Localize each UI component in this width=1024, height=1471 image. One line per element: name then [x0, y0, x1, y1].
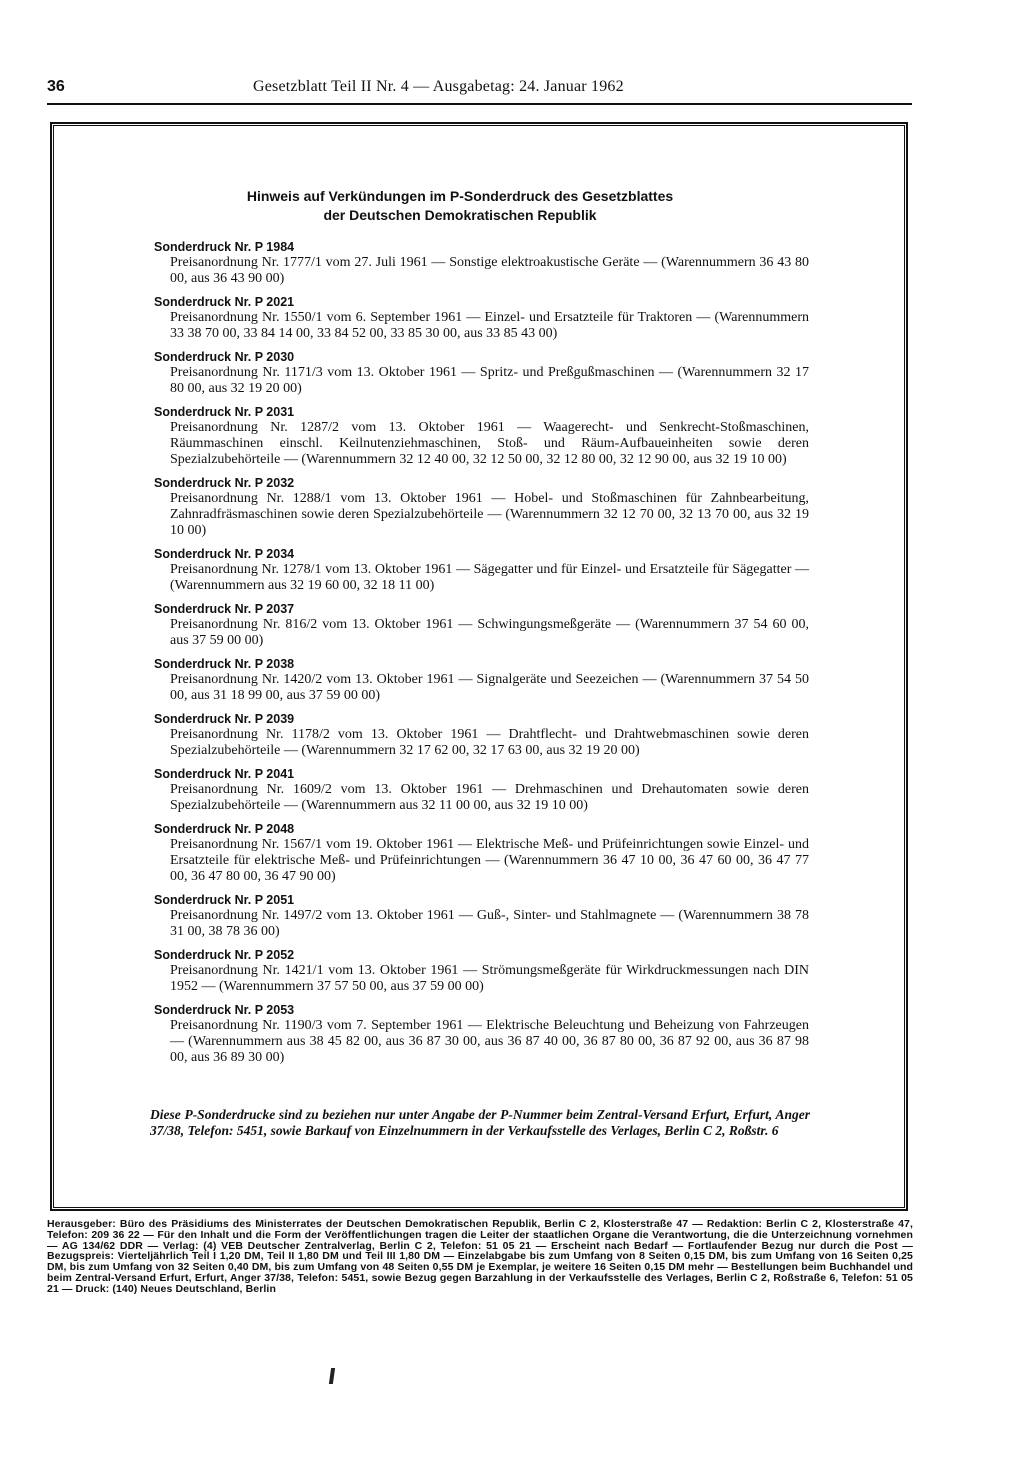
list-item	[154, 711, 809, 759]
running-title: Gesetzblatt Teil II Nr. 4 — Ausgabetag: 24. Januar 1962	[253, 78, 624, 95]
entry-heading: Sonderdruck Nr. P 2041	[154, 767, 295, 781]
entry-text: Preisanordnung Nr. 1609/2 vom 13. Oktober 1961 — Drehmaschinen und Drehautomaten sowie deren Spezialzubehörteile — (Warennummern aus 32 11 00 00, aus 32 19 10 00)	[170, 782, 809, 813]
imprint: Herausgeber: Büro des Präsidiums des Ministerrates der Deutschen Demokratischen Republik, Berlin C 2, Klosterstraße 47 — Redaktion: Berlin C 2, Klosterstraße 47, Telefon: 209 36 22 — Für den Inhalt und die Form der Veröffentlichungen tragen die Leiter der staatlichen Organe die Verantwortung, die die Unterzeichnung vornehmen — AG 134/62 DDR — Verlag: (4) VEB Deutscher Zentralverlag, Berlin C 2, Telefon: 51 05 21 — Erscheint nach Bedarf — Fortlaufender Bezug nur durch die Post — Bezugspreis: Vierteljährlich Teil I 1,20 DM, Teil II 1,80 DM und Teil III 1,80 DM — Einzelabgabe bis zum Umfang von 8 Seiten 0,15 DM, bis zum Umfang von 16 Seiten 0,25 DM, bis zum Umfang von 32 Seiten 0,40 DM, bis zum Umfang von 48 Seiten 0,55 DM je Exemplar, je weitere 16 Seiten 0,15 DM mehr — Bestellungen beim Buchhandel und beim Zentral-Versand Erfurt, Erfurt, Anger 37/38, Telefon: 5451, sowie Bezug gegen Barzahlung in der Verkaufsstelle des Verlages, Berlin C 2, Roßstraße 6, Telefon: 51 05 21 — Druck: (140) Neues Deutschland, Berlin	[47, 1218, 913, 1295]
entry-heading: Sonderdruck Nr. P 2038	[154, 657, 295, 671]
entry-heading: Sonderdruck Nr. P 2053	[154, 1003, 295, 1017]
list-item	[154, 404, 809, 468]
entry-text: Preisanordnung Nr. 1421/1 vom 13. Oktober 1961 — Strömungsmeßgeräte für Wirkdruckmessungen nach DIN 1952 — (Warennummern 37 57 50 00, aus 37 59 00 00)	[170, 963, 809, 994]
list-item	[154, 1002, 809, 1066]
entry-text: Preisanordnung Nr. 1420/2 vom 13. Oktober 1961 — Signalgeräte und Seezeichen — (Warennummern 37 54 50 00, aus 31 18 99 00, aus 37 59 00 00)	[170, 672, 809, 703]
entry-heading: Sonderdruck Nr. P 2021	[154, 295, 295, 309]
entry-text: Preisanordnung Nr. 1497/2 vom 13. Oktober 1961 — Guß-, Sinter- und Stahlmagnete — (Warennummern 38 78 31 00, 38 78 36 00)	[170, 908, 809, 939]
list-item	[154, 294, 809, 342]
entry-text: Preisanordnung Nr. 1287/2 vom 13. Oktober 1961 — Waagerecht- und Senkrecht-Stoßmaschinen, Räummaschinen einschl. Keilnutenziehmaschinen, Stoß- und Räum-Aufbaueinheiten sowie deren Spezialzubehörteile — (Warennummern 32 12 40 00, 32 12 50 00, 32 12 80 00, 32 12 90 00, aus 32 19 10 00)	[170, 420, 809, 467]
header-rule	[47, 103, 912, 105]
entry-heading: Sonderdruck Nr. P 2048	[154, 822, 295, 836]
entry-text: Preisanordnung Nr. 1171/3 vom 13. Oktober 1961 — Spritz- und Preßgußmaschinen — (Warennummern 32 17 80 00, aus 32 19 20 00)	[170, 365, 809, 396]
entry-text: Preisanordnung Nr. 1178/2 vom 13. Oktober 1961 — Drahtflecht- und Drahtwebmaschinen sowie deren Spezialzubehörteile — (Warennummern 32 17 62 00, 32 17 63 00, aus 32 19 20 00)	[170, 727, 809, 758]
page-header	[47, 78, 912, 104]
list-item	[154, 821, 809, 885]
list-item	[154, 892, 809, 940]
entry-heading: Sonderdruck Nr. P 2051	[154, 893, 295, 907]
entry-text: Preisanordnung Nr. 1288/1 vom 13. Oktober 1961 — Hobel- und Stoßmaschinen für Zahnbearbeitung, Zahnradfräsmaschinen sowie deren Spezialzubehörteile — (Warennummern 32 12 70 00, 32 13 70 00, aus 32 19 10 00)	[170, 491, 809, 538]
notice-title-line-2: der Deutschen Demokratischen Republik	[323, 207, 597, 223]
list-item	[154, 475, 809, 539]
list-item	[154, 656, 809, 704]
ordering-note: Diese P-Sonderdrucke sind zu beziehen nur unter Angabe der P-Nummer beim Zentral-Versand Erfurt, Erfurt, Anger 37/38, Telefon: 5451, sowie Barkauf von Einzelnummern in der Verkaufsstelle des Verlages, Berlin C 2, Roßstr. 6	[150, 1107, 810, 1138]
entry-text: Preisanordnung Nr. 1278/1 vom 13. Oktober 1961 — Sägegatter und für Einzel- und Ersatzteile für Sägegatter — (Warennummern aus 32 19 60 00, 32 18 11 00)	[170, 562, 809, 593]
entry-heading: Sonderdruck Nr. P 2052	[154, 948, 295, 962]
notice-title-line-1: Hinweis auf Verkündungen im P-Sonderdruck des Gesetzblattes	[246, 188, 674, 204]
entry-heading: Sonderdruck Nr. P 2031	[154, 405, 295, 419]
entry-text: Preisanordnung Nr. 1567/1 vom 19. Oktober 1961 — Elektrische Meß- und Prüfeinrichtungen sowie Einzel- und Ersatzteile für elektrische Meß- und Prüfeinrichtungen — (Warennummern 36 47 10 00, 36 47 60 00, 36 47 77 00, 36 47 80 00, 36 47 90 00)	[170, 837, 809, 884]
entry-heading: Sonderdruck Nr. P 1984	[154, 240, 295, 254]
list-item	[154, 601, 809, 649]
list-item	[154, 546, 809, 594]
entry-text: Preisanordnung Nr. 816/2 vom 13. Oktober 1961 — Schwingungsmeßgeräte — (Warennummern 37 54 60 00, aus 37 59 00 00)	[170, 617, 809, 648]
list-item	[154, 239, 809, 287]
entry-text: Preisanordnung Nr. 1777/1 vom 27. Juli 1961 — Sonstige elektroakustische Geräte — (Warennummern 36 43 80 00, aus 36 43 90 00)	[170, 255, 809, 286]
list-item	[154, 766, 809, 814]
entry-heading: Sonderdruck Nr. P 2030	[154, 350, 295, 364]
entry-heading: Sonderdruck Nr. P 2037	[154, 602, 295, 616]
entry-text: Preisanordnung Nr. 1190/3 vom 7. September 1961 — Elektrische Beleuchtung und Beheizung von Fahrzeugen — (Warennummern aus 38 45 82 00, aus 36 87 30 00, aus 36 87 40 00, 36 87 80 00, 36 87 92 00, aus 36 87 98 00, aus 36 89 30 00)	[170, 1018, 809, 1065]
list-item	[154, 947, 809, 995]
entry-text: Preisanordnung Nr. 1550/1 vom 6. September 1961 — Einzel- und Ersatzteile für Traktoren — (Warennummern 33 38 70 00, 33 84 14 00, 33 84 52 00, 33 85 30 00, aus 33 85 43 00)	[170, 310, 809, 341]
entry-heading: Sonderdruck Nr. P 2034	[154, 547, 295, 561]
list-item	[154, 349, 809, 397]
entry-heading: Sonderdruck Nr. P 2032	[154, 476, 295, 490]
entry-heading: Sonderdruck Nr. P 2039	[154, 712, 295, 726]
page-number: 36	[47, 78, 65, 95]
print-mark	[329, 1368, 335, 1384]
entry-list	[154, 239, 809, 1073]
